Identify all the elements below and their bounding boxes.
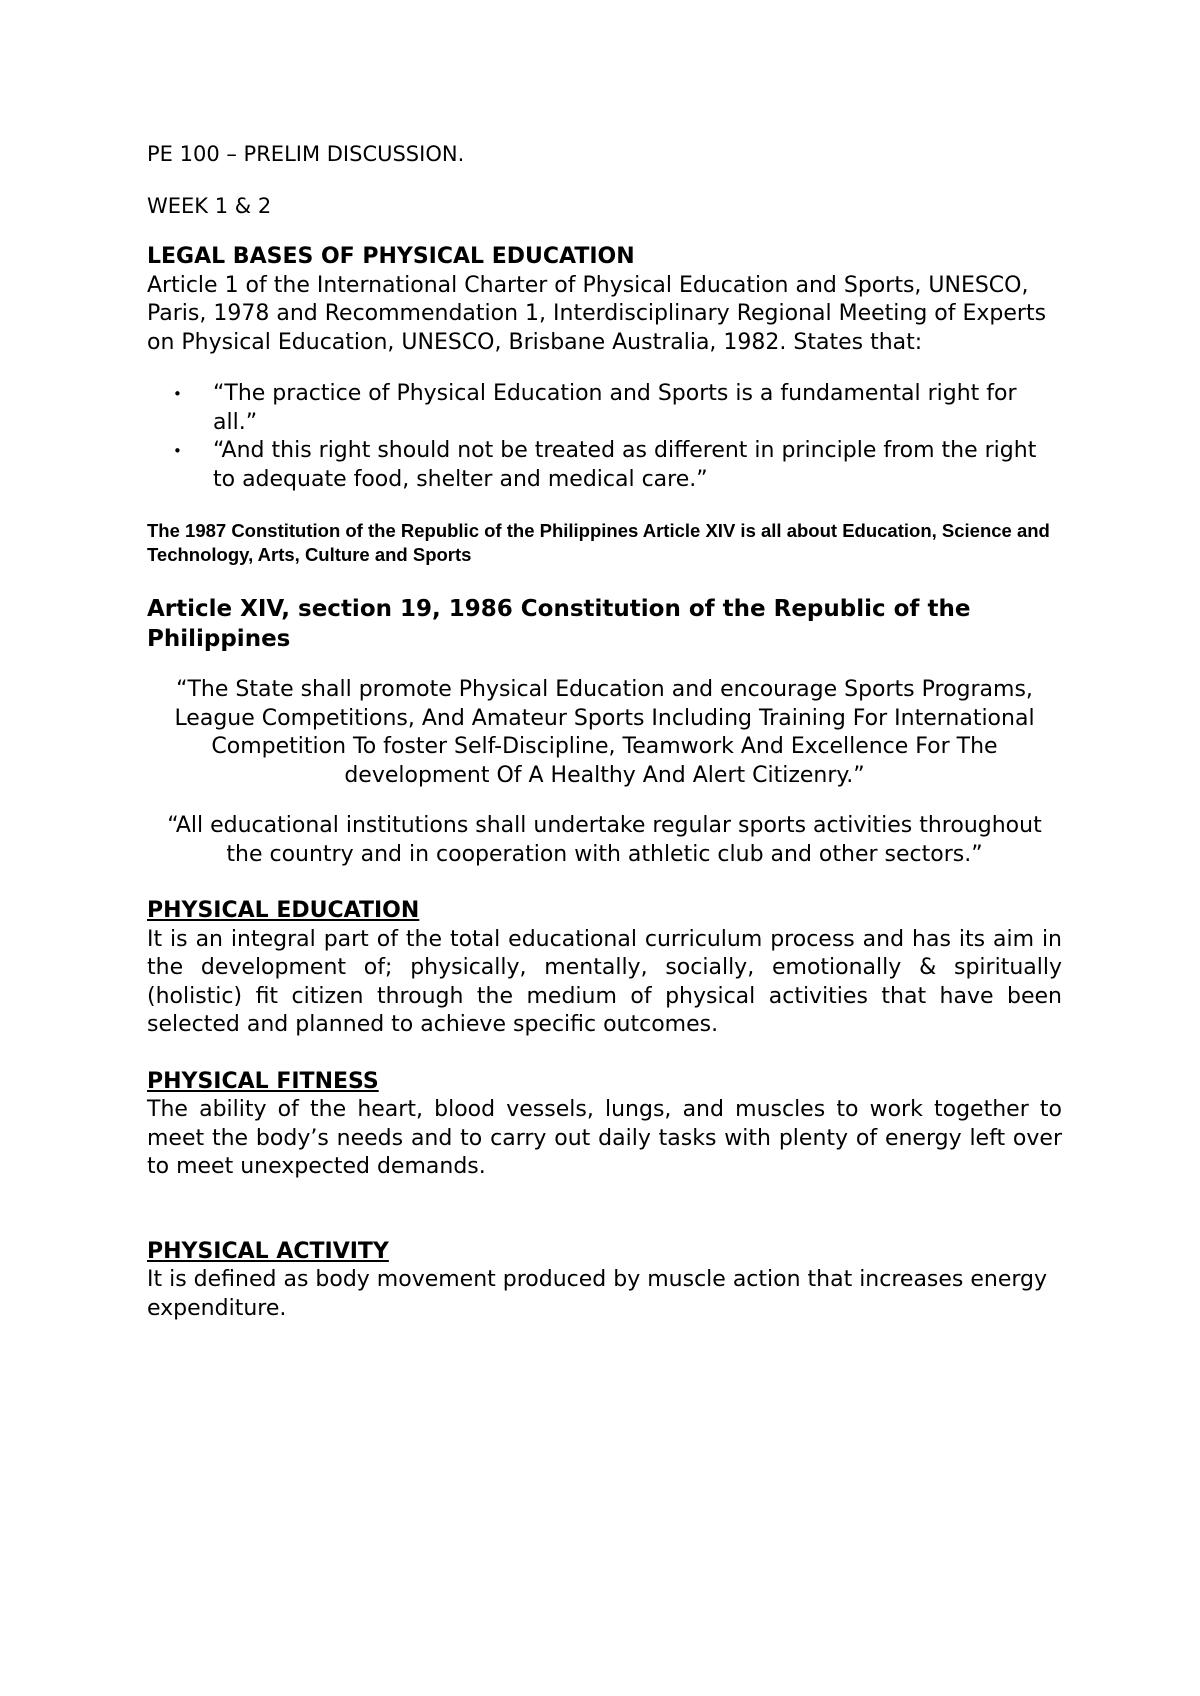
list-item xyxy=(147,437,1062,494)
article-xiv-quote-2 xyxy=(147,812,1062,869)
article-xiv-quote-1: “The State shall promote Physical Education and encourage Sports Programs, League Competitions, And Amateur Sports Including Training For International Competition To foster Self-Discipline, Teamwork And Excellence For The development Of A Healthy And Alert Citizenry.” xyxy=(174,677,1035,788)
quote-2-line-2: the country and in cooperation with athletic club and other sectors.” xyxy=(226,841,983,867)
physical-fitness-title: PHYSICAL FITNESS xyxy=(147,1068,379,1094)
physical-fitness-body: The ability of the heart, blood vessels, lungs, and muscles to work together to meet the body’s needs and to carry out daily tasks with plenty of energy left over to meet unexpected demands. xyxy=(147,1097,1062,1179)
physical-fitness-section xyxy=(147,1068,1062,1182)
physical-education-section xyxy=(147,897,1062,1040)
physical-education-title: PHYSICAL EDUCATION xyxy=(147,898,420,923)
bullet-icon: • xyxy=(173,385,182,403)
legal-bases-intro: Article 1 of the International Charter of Physical Education and Sports, UNESCO, Paris, 1978 and Recommendation 1, Interdisciplinary Regional Meeting of Experts on Physical Education, UNESCO, Brisbane Australia, 1982. States that: xyxy=(147,272,1047,355)
list-item xyxy=(147,380,1062,437)
legal-bases-section xyxy=(147,243,1062,494)
constitution-note: The 1987 Constitution of the Republic of the Philippines Article XIV is all about Education, Science and Technology, Arts, Culture and Sports xyxy=(147,520,1050,565)
quote-2-line-1: “All educational institutions shall undertake regular sports activities throughout xyxy=(167,813,1042,838)
bullet-icon: • xyxy=(173,442,182,460)
physical-education-body: It is an integral part of the total educational curriculum process and has its aim in the development of; physically, mentally, socially, emotionally & spiritually (holistic) fit citizen through the medium of physical activities that have been selected and planned to achieve specific outcomes. xyxy=(147,926,1062,1037)
bullet-text: “The practice of Physical Education and Sports is a fundamental right for all.” xyxy=(213,381,1017,435)
legal-bases-bullets xyxy=(147,380,1062,494)
physical-activity-title: PHYSICAL ACTIVITY xyxy=(147,1238,389,1264)
article-xiv-heading: Article XIV, section 19, 1986 Constitution of the Republic of the Philippines xyxy=(147,596,971,652)
physical-activity-section xyxy=(147,1238,1062,1324)
course-header: PE 100 – PRELIM DISCUSSION. xyxy=(147,142,465,166)
physical-activity-body: It is defined as body movement produced by muscle action that increases energy expenditure. xyxy=(147,1267,1048,1321)
document-page xyxy=(147,140,1062,1323)
legal-bases-title: LEGAL BASES OF PHYSICAL EDUCATION xyxy=(147,244,635,269)
week-header: WEEK 1 & 2 xyxy=(147,193,272,218)
bullet-text: “And this right should not be treated as different in principle from the right to adequate food, shelter and medical care.” xyxy=(213,438,1037,492)
